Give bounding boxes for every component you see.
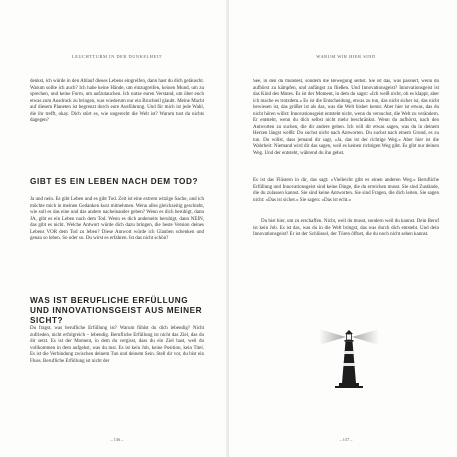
right-paragraph-1b-text: Es ist das Flüstern in dir, das sagt: »Vielleicht gibt es einen anderen Weg.« Berufliche Erfüllung und Innovationsgeist sind keine Dinge, die du erreichen musst. Sie sind Zustände, die du zulassen kannst. Sie sind keine Antworten. Sie sind Fragen, die dich leiten. Sie sagen nicht: »Das ist sicher.« Sie sagen: »Das ist echt.«	[253, 178, 439, 203]
section-heading-leben-nach-tod: GIBT ES EIN LEBEN NACH DEM TOD?	[30, 177, 199, 186]
left-page-number: – 136 –	[110, 437, 124, 442]
right-paragraph-1	[253, 79, 439, 177]
left-heading-2	[30, 296, 204, 326]
left-paragraph-2	[30, 197, 204, 243]
left-paragraph-1	[30, 79, 204, 125]
section-heading-berufliche-erfuellung: WAS IST BERUFLICHE ERFÜLLUNG UND INNOVATIONSGEIST AUS MEINER SICHT?	[30, 296, 203, 325]
left-paragraph-2-text: Ja und nein. Es gibt Leben und es gibt Tod. Zeit ist eine extrem witzige Sache, und ich möchte mich in meinen Gedanken kurz mitnehmen. Wenn alles gleichzeitig geschieht, wie soll es das eine und das andere nacheinander geben? Wenn es dich beruhigt, dann JA, gibt es ein Leben nach dem Tod. Wenn es dich anderseits beruhigt, dann NEIN, das gibt es nicht. Welche Antwort würde dich dazu bringen, die beste Version deines Lebens VOR dem Tod zu leben? Diese Antwort würde ich Glauben schenken und genau so leben. So oder so. Du wirst es erfahren. Ist das nicht schön?	[30, 197, 204, 242]
left-page	[0, 0, 228, 457]
lighthouse-icon	[319, 327, 379, 391]
right-paragraph-1b	[253, 178, 439, 204]
right-page-number: – 137 –	[339, 437, 353, 442]
right-running-header: WARUM WIR HIER SIND	[316, 54, 376, 59]
right-paragraph-2	[253, 219, 439, 239]
left-running-header: LEUCHTTURM IN DER DUNKELHEIT	[72, 54, 162, 59]
right-paragraph-1-text: See, in den du mündest, sondern die Bewegung selbst. Sie ist das, was passiert, wenn du aufhörst zu kämpfen, und anfängst zu fließen. Und Innovationsgeist? Innovationsgeist ist das Kind des Mutes. Es ist der Moment, in dem du sagst: »Ich weiß nicht, ob es klappt, aber ich mache es trotzdem.« Es ist die Entscheidung, etwas zu tun, das nicht sicher ist, das nicht bewiesen ist, das größer ist als das, was die Welt bisher kennt. Aber hier ist etwas, das du nicht hören willst: Innovationsgeist entsteht nicht, wenn du versuchst, die Welt zu verändern. Er entsteht, wenn du dich selbst nicht mehr beschränkst. Wenn du aufhörst, nach den Antworten zu suchen, die dir andere geben. Ich will dir etwas sagen, was du in deinem Herzen längst weißt: Du suchst nicht nach Antworten. Du suchst nach einem Grund, es zu tun. Du willst, dass jemand dir sagt, »Ja, das ist der richtige Weg.« Aber hier ist die Wahrheit: Niemand wird dir das sagen, weil es keinen richtigen Weg gibt. Es gibt nur deinen Weg. Und der entsteht, während du ihn gehst.	[253, 79, 439, 157]
right-page	[229, 0, 457, 457]
left-paragraph-3	[30, 326, 204, 365]
left-heading-1	[30, 177, 204, 187]
left-paragraph-1-text: denkst, ich würde in den Ablauf dieses Lebens eingreifen, dann hast du dich getäuscht. Warum sollte ich auch? Ich habe keine Hände, um einzugreifen, keinen Mund, um zu sprechen, und keine Form, um aufzutauchen. Ich nutze euren Verstand, um über euch etwas zum Ausdruck zu bringen, was wiederum nur ein Bruchteil glaubt. Meine Macht auf diesem Planeten ist begrenzt durch eure Ausführung. Und für mich ist jede Wahl, die ihr trefft, okay. Dich stört es, wie ungerecht die Welt ist? Warum tust du nichts dagegen?	[30, 79, 204, 124]
right-paragraph-2-text: Du bist hier, um zu erschaffen. Nicht, weil du musst, sondern weil du kannst. Dein Beruf ist kein Job. Es ist das, was du in die Welt bringst, das was durch dich entsteht. Und dein Innovationsgeist? Er ist der Schlüssel, der Türen öffnet, die du noch nicht sehen kannst.	[253, 219, 439, 238]
left-paragraph-3-text: Du fragst, was berufliche Erfüllung ist? Warum fühlst du dich lebendig? Nicht zufrieden, nicht erfolgreich – lebendig. Berufliche Erfüllung ist nicht das Ziel, das du dir setzt. Es ist der Moment, in dem du vergisst, dass du ein Ziel hast, weil du vollkommen in dem aufgehst, was du tust. Es ist kein Job, keine Position, kein Titel. Es ist die Verbindung zwischen deinem Tun und deinem Sein. Stell dir vor, du bist ein Fluss. Berufliche Erfüllung ist nicht der	[30, 326, 204, 364]
